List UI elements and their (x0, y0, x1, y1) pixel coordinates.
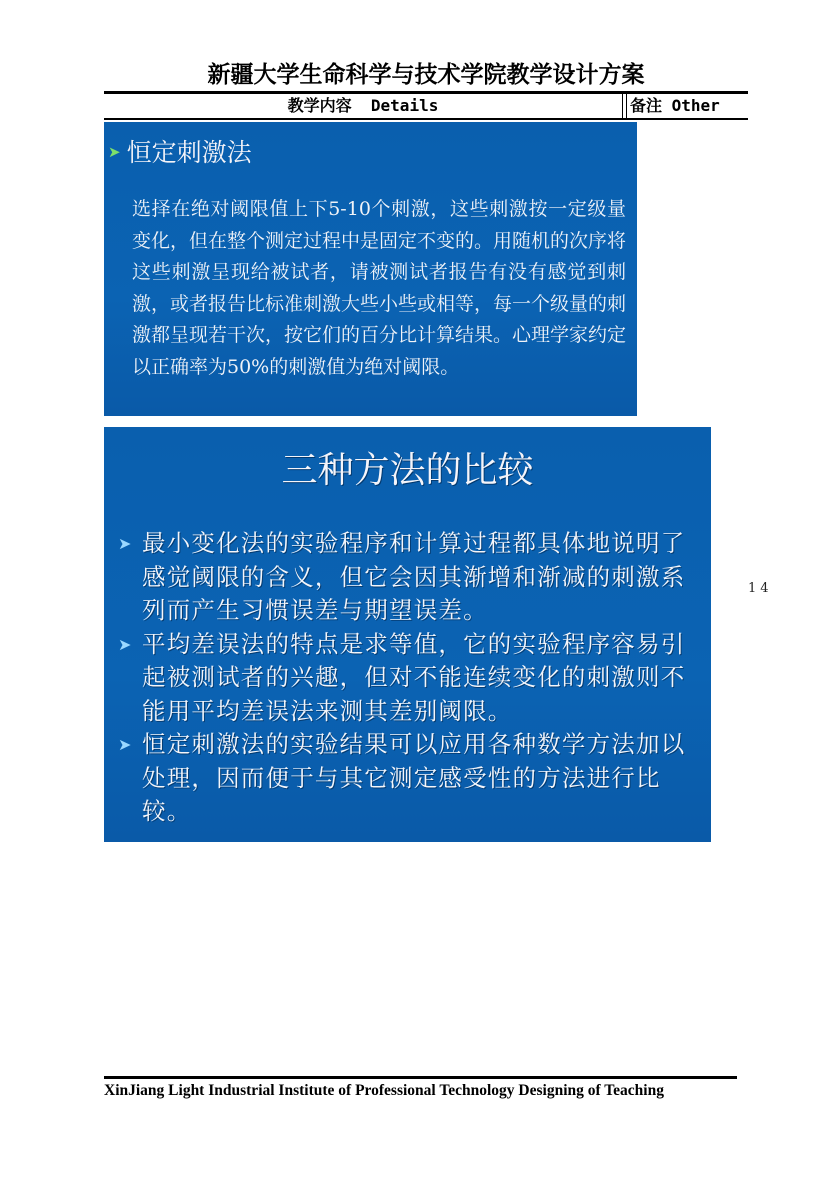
column-divider (626, 94, 627, 118)
content-column-label: 教学内容 Details (287, 96, 439, 115)
list-item (118, 527, 702, 628)
slide-heading-text: 恒定刺激法 (126, 138, 252, 167)
arrow-bullet-icon: ➤ (118, 534, 132, 553)
comparison-list (118, 527, 702, 829)
list-item-text: 恒定刺激法的实验结果可以应用各种数学方法加以处理，因而便于与其它测定感受性的方法进行比较。 (142, 730, 686, 825)
arrow-bullet-icon: ➤ (118, 735, 132, 754)
slide-methods-comparison (104, 427, 711, 842)
slide-body-text: 选择在绝对阈限值上下5-10个刺激，这些刺激按一定级量变化，但在整个测定过程中是固定不变的。用随机的次序将这些刺激呈现给被试者，请被测试者报告有没有感觉到刺激，或者报告比标准刺激大些小些或相等，每一个级量的刺激都呈现若干次，按它们的百分比计算结果。心理学家约定以正确率为50%的刺激值为绝对阈限。 (132, 198, 627, 378)
header-table-row (104, 94, 748, 120)
footer-text: XinJiang Light Industrial Institute of Professional Technology Designing of Teaching (104, 1082, 664, 1099)
slide-heading (108, 138, 252, 170)
footer-rule (104, 1076, 737, 1079)
arrow-bullet-icon: ➤ (118, 634, 132, 654)
slide-constant-stimuli (104, 122, 637, 416)
list-item (118, 628, 702, 729)
document-title: 新疆大学生命科学与技术学院教学设计方案 (207, 62, 645, 88)
list-item-text: 最小变化法的实验程序和计算过程都具体地说明了感觉阈限的含义，但它会因其渐增和渐减的刺激系列而产生习惯误差与期望误差。 (142, 529, 686, 624)
notes-column-label: 备注 Other (630, 96, 720, 115)
list-item (118, 728, 702, 829)
slide-title: 三种方法的比较 (281, 450, 534, 491)
page-number: 14 (748, 581, 773, 596)
list-item-text: 平均差误法的特点是求等值，它的实验程序容易引起被测试者的兴趣，但对不能连续变化的刺激则不能用平均差误法来测其差别阈限。 (142, 629, 686, 725)
column-divider (622, 94, 623, 118)
arrow-bullet-icon: ➤ (108, 142, 121, 161)
